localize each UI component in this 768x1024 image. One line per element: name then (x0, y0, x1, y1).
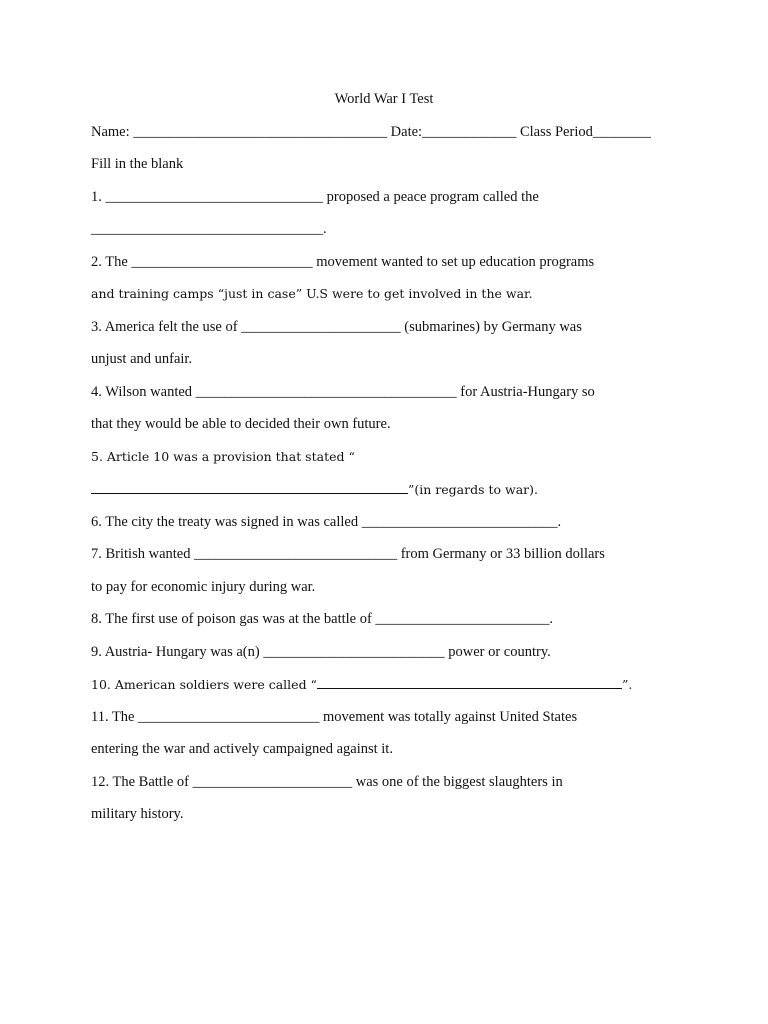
question-5-line-2 (91, 479, 538, 500)
answer-underline (317, 674, 622, 689)
class-period-blank: ________ (592, 124, 651, 140)
page-title: World War I Test (334, 91, 434, 107)
name-blank: ___________________________________ (133, 124, 388, 140)
question-1-line-2: ________________________________. (91, 221, 327, 237)
answer-underline (91, 479, 408, 494)
question-10-suffix: ”. (621, 677, 633, 692)
question-9: 9. Austria- Hungary was a(n) _________________________ power or country. (91, 644, 551, 660)
question-12-line-2: military history. (91, 806, 184, 822)
question-1-line-1: 1. ______________________________ proposed a peace program called the (91, 189, 539, 205)
name-label: Name: (91, 124, 134, 140)
question-5-suffix: ”(in regards to war). (408, 482, 538, 497)
date-blank: _____________ (422, 124, 517, 140)
class-period-label: Class Period (516, 124, 593, 140)
instructions: Fill in the blank (91, 156, 184, 172)
question-6: 6. The city the treaty was signed in was called ___________________________. (91, 514, 562, 530)
question-7-line-2: to pay for economic injury during war. (91, 579, 316, 595)
question-8: 8. The first use of poison gas was at the battle of ________________________. (91, 611, 554, 627)
question-3-line-1: 3. America felt the use of ______________________ (submarines) by Germany was (91, 319, 582, 335)
question-2-line-2: and training camps “just in case” U.S were to get involved in the war. (91, 286, 533, 301)
question-4-line-1: 4. Wilson wanted ____________________________________ for Austria-Hungary so (91, 384, 595, 400)
question-4-line-2: that they would be able to decided their own future. (91, 416, 391, 432)
question-2-line-1: 2. The _________________________ movement wanted to set up education programs (91, 254, 595, 270)
question-3-line-2: unjust and unfair. (91, 351, 193, 367)
question-7-line-1: 7. British wanted ____________________________ from Germany or 33 billion dollars (91, 546, 605, 562)
question-5-line-1: 5. Article 10 was a provision that stated “ (91, 449, 355, 464)
question-12-line-1: 12. The Battle of ______________________ was one of the biggest slaughters in (91, 774, 563, 790)
date-label: Date: (387, 124, 423, 140)
question-10-prefix: 10. American soldiers were called “ (91, 677, 317, 692)
header-line (91, 122, 651, 142)
question-11-line-1: 11. The _________________________ movement was totally against United States (91, 709, 578, 725)
question-11-line-2: entering the war and actively campaigned against it. (91, 741, 393, 757)
question-10 (91, 674, 632, 695)
